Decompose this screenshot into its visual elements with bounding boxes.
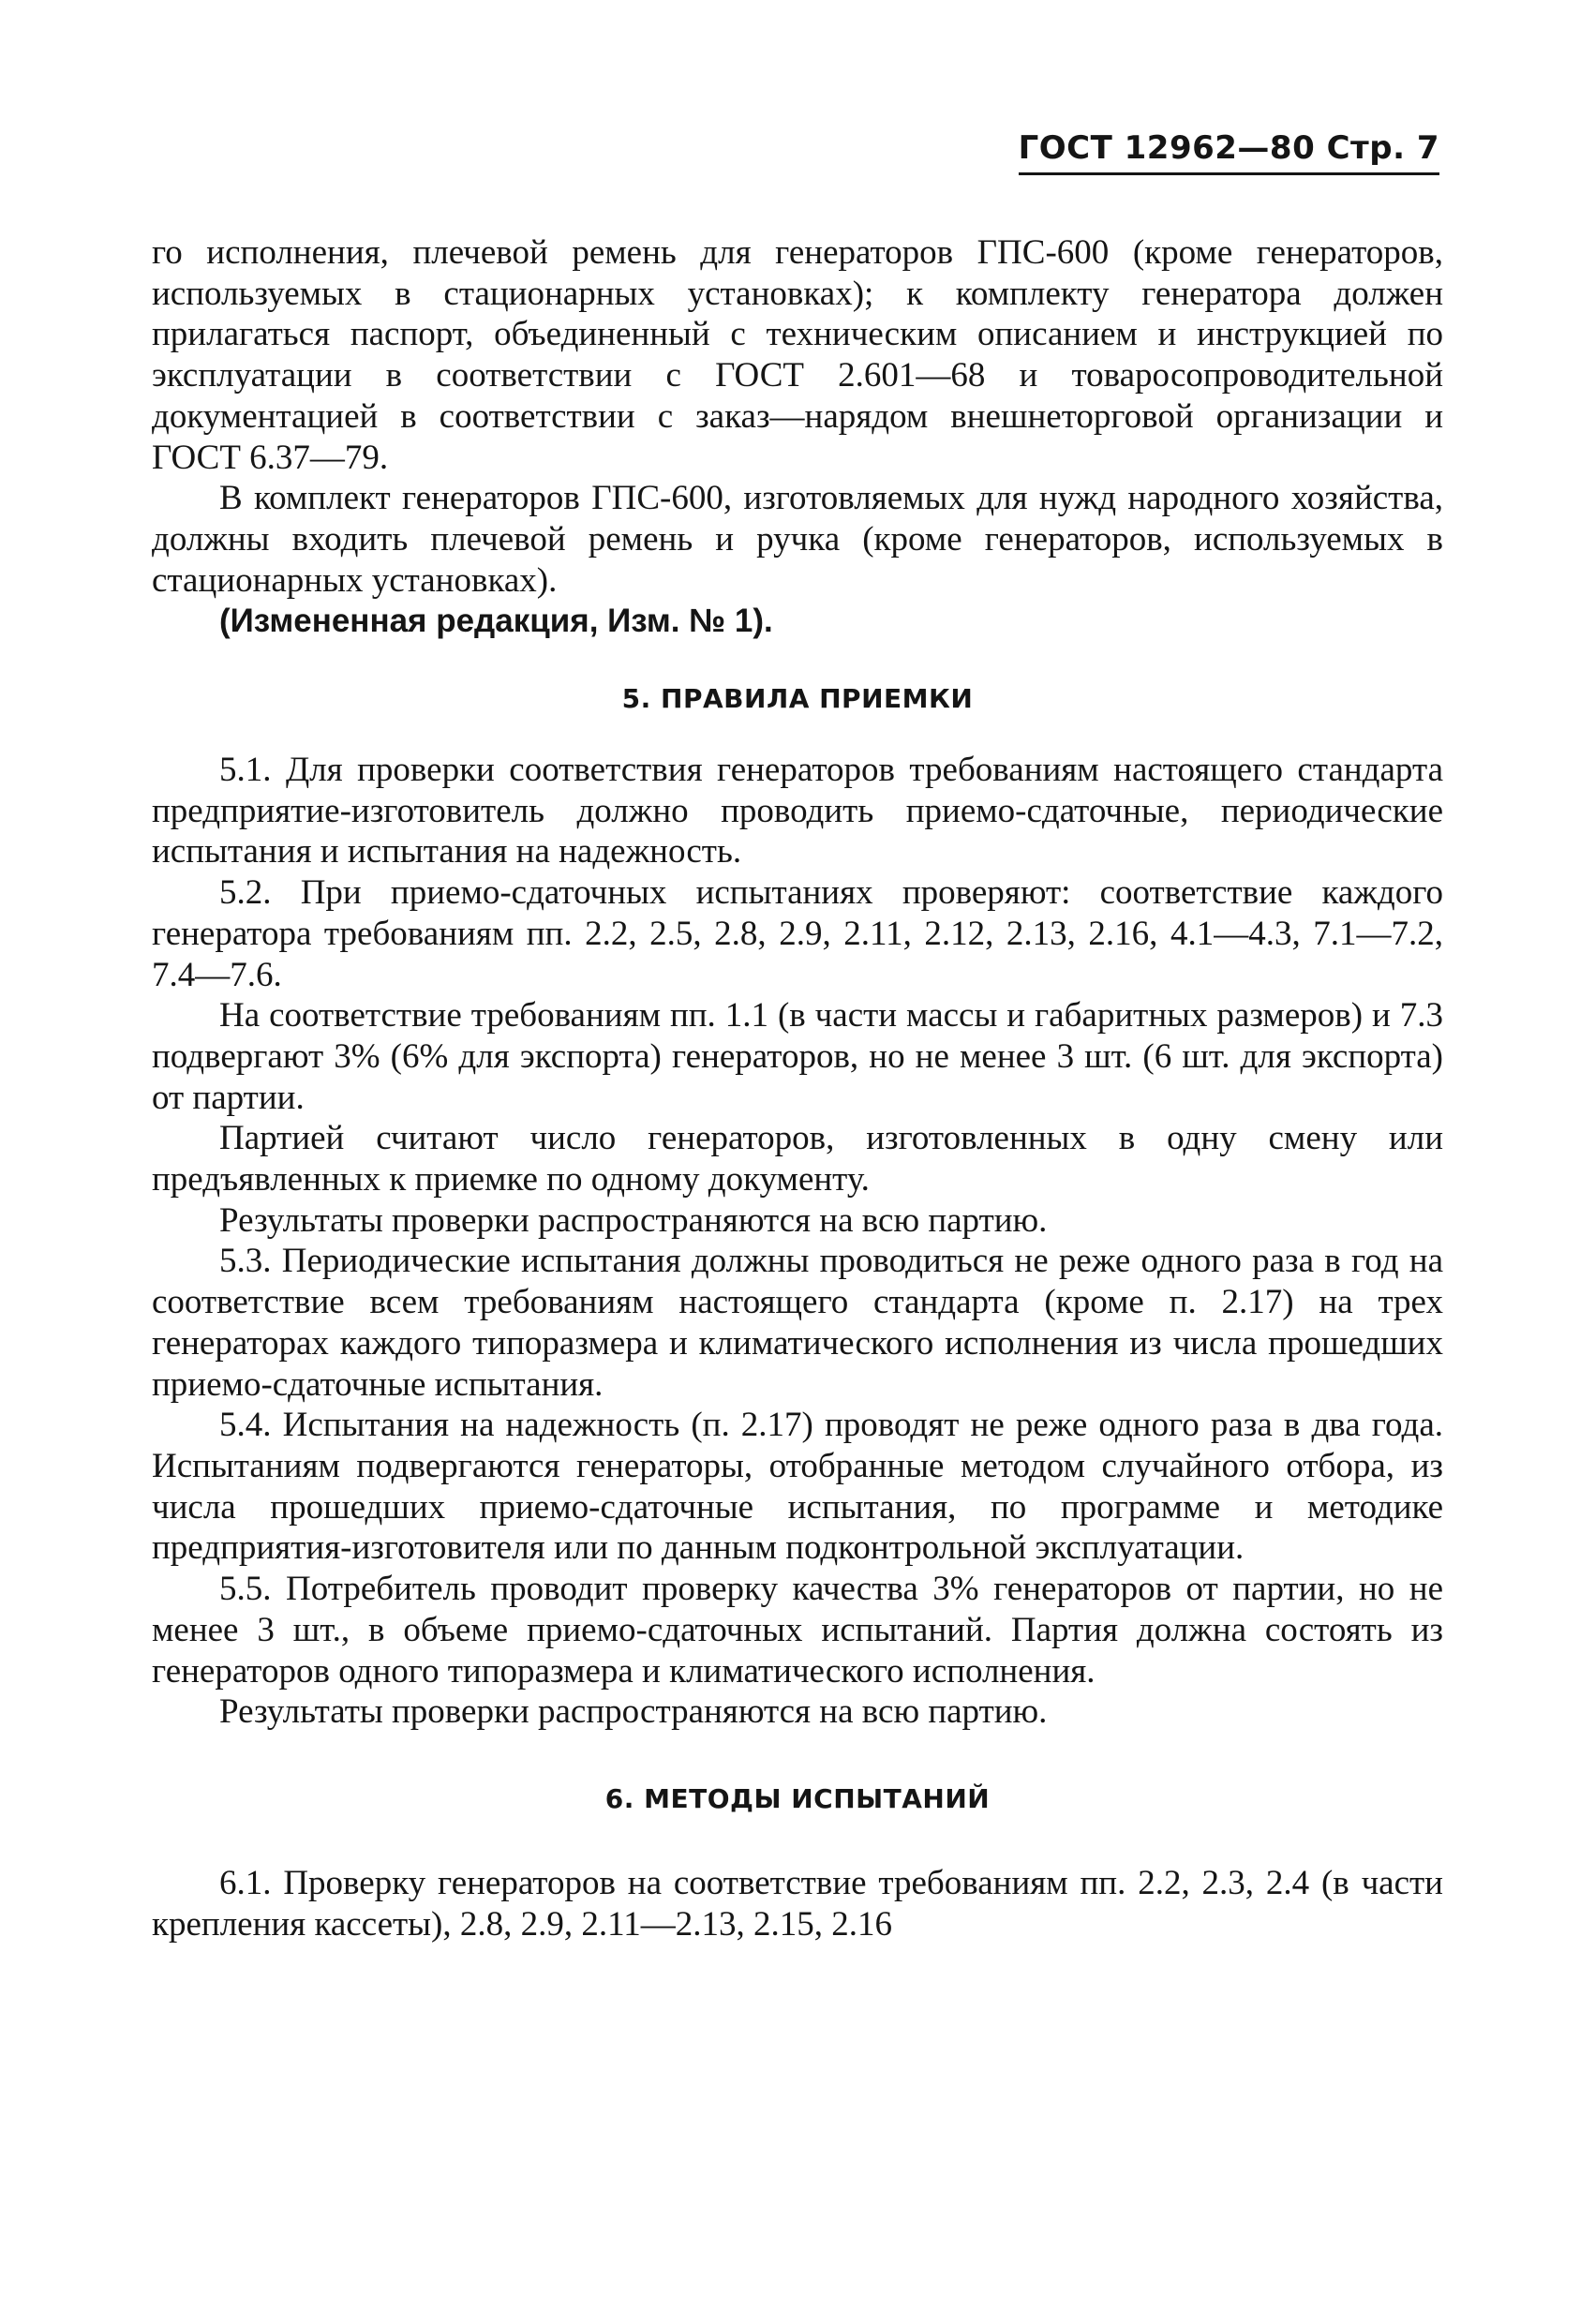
section-title-test-methods: 6. МЕТОДЫ ИСПЫТАНИЙ	[604, 1782, 991, 1814]
revision-note: (Измененная редакция, Изм. № 1).	[219, 603, 773, 640]
paragraph-continuation: го исполнения, плечевой ремень для генераторов ГПС-600 (кроме генераторов, используемых в стационарных установках); к комплекту генератора должен прилагаться паспорт, объединенный с техническим описанием и инструкцией по эксплуатации в соответствии с ГОСТ 2.601—68 и товаросопроводительной документацией в соответствии с заказ—нарядом внешнеторговой организации и ГОСТ 6.37—79.	[152, 233, 1443, 477]
document-body	[152, 232, 1443, 1944]
clause-5-3: 5.3. Периодические испытания должны проводиться не реже одного раза в год на соответствие всем требованиям настоящего стандарта (кроме п. 2.17) на трех генераторах каждого типоразмера и климатического исполнения из числа прошедших приемо-сдаточные испытания.	[152, 1242, 1443, 1404]
paragraph-kit-contents: В комплект генераторов ГПС-600, изготовляемых для нужд народного хозяйства, должны входить плечевой ремень и ручка (кроме генераторов, используемых в стационарных установках).	[152, 479, 1443, 600]
clause-5-2: 5.2. При приемо-сдаточных испытаниях проверяют: соответствие каждого генератора требованиям пп. 2.2, 2.5, 2.8, 2.9, 2.11, 2.12, 2.13, 2.16, 4.1—4.3, 7.1—7.2, 7.4—7.6.	[152, 873, 1443, 994]
clause-5-2-batch-definition: Партией считают число генераторов, изготовленных в одну смену или предъявленных к приемке по одному документу.	[152, 1119, 1443, 1199]
clause-5-4: 5.4. Испытания на надежность (п. 2.17) проводят не реже одного раза в два года. Испытаниям подвергаются генераторы, отобранные методом случайного отбора, из числа прошедших приемо-сдаточные испытания, по программе и методике предприятия-изготовителя или по данным подконтрольной эксплуатации.	[152, 1406, 1443, 1568]
section-title-acceptance-rules: 5. ПРАВИЛА ПРИЕМКИ	[621, 683, 974, 715]
clause-5-5-results: Результаты проверки распространяются на всю партию.	[219, 1692, 1048, 1732]
clause-5-2-results: Результаты проверки распространяются на всю партию.	[219, 1200, 1048, 1240]
clause-5-1: 5.1. Для проверки соответствия генераторов требованиям настоящего стандарта предприятие-изготовитель должно проводить приемо-сдаточные, периодические испытания и испытания на надежность.	[152, 751, 1443, 872]
page-header: ГОСТ 12962—80 Стр. 7	[1019, 129, 1439, 175]
clause-5-5: 5.5. Потребитель проводит проверку качества 3% генераторов от партии, но не менее 3 шт., в объеме приемо-сдаточных испытаний. Партия должна состоять из генераторов одного типоразмера и климатического исполнения.	[152, 1570, 1443, 1691]
clause-6-1: 6.1. Проверку генераторов на соответствие требованиям пп. 2.2, 2.3, 2.4 (в части крепления кассеты), 2.8, 2.9, 2.11—2.13, 2.15, 2.16	[152, 1863, 1443, 1944]
clause-5-2-sampling: На соответствие требованиям пп. 1.1 (в части массы и габаритных размеров) и 7.3 подвергают 3% (6% для экспорта) генераторов, но не менее 3 шт. (6 шт. для экспорта) от партии.	[152, 996, 1443, 1117]
